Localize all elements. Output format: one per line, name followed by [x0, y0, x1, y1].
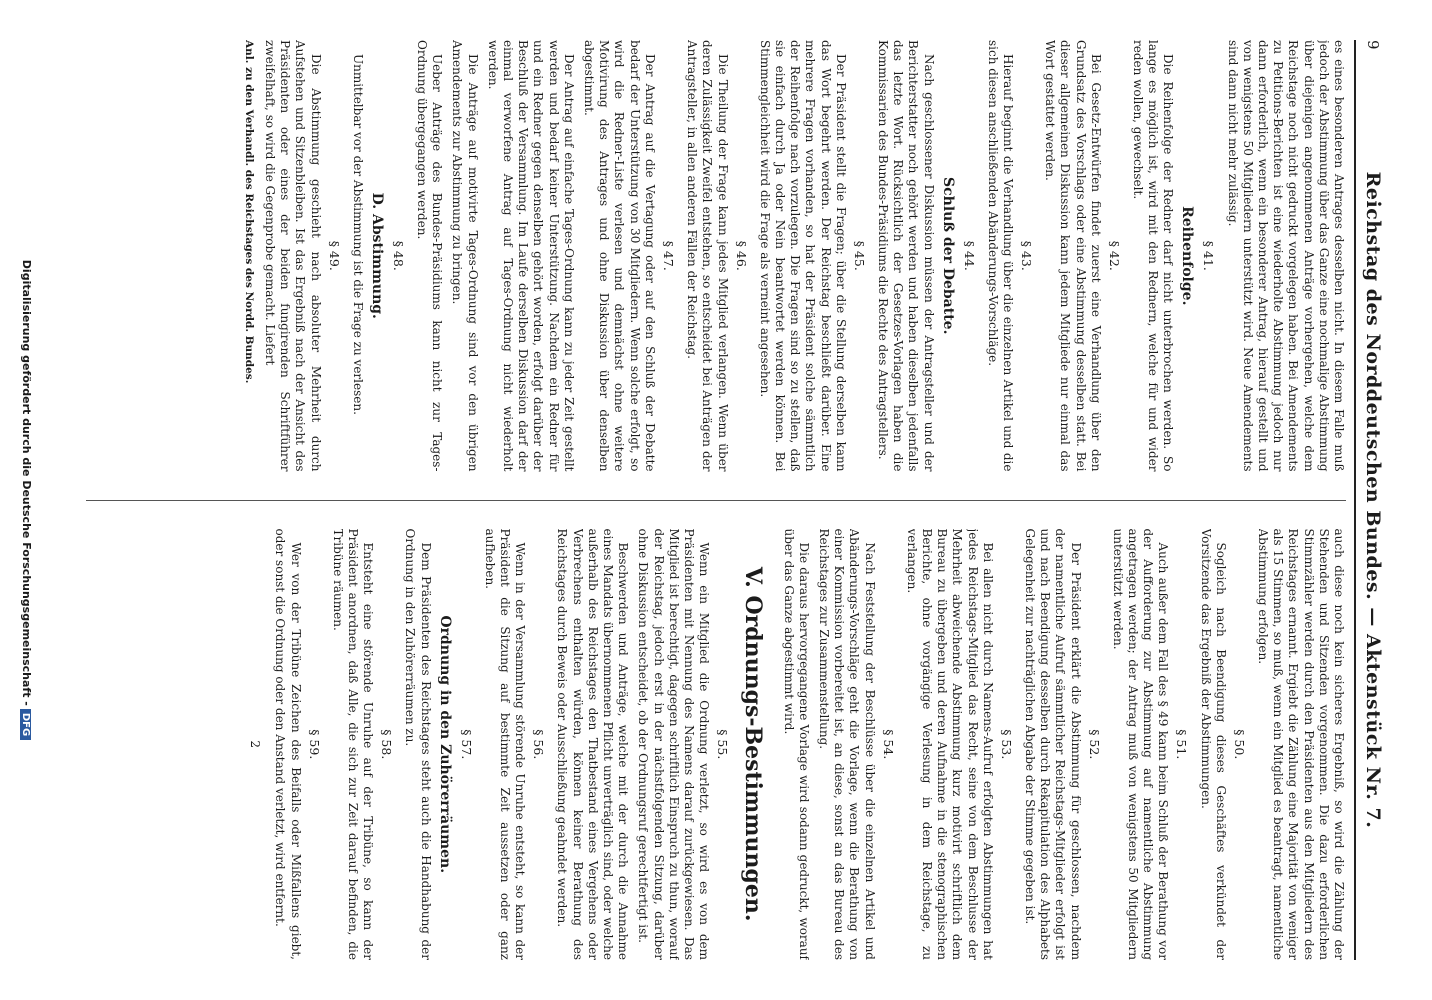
digitization-credit [20, 0, 33, 1000]
section-heading: Ordnung in den Zuhörerräumen. [436, 615, 453, 874]
paragraph: Der Präsident erklärt die Abstimmung für geschlossen, nachdem der namentliche Aufruf sämmtlicher Reichstags-Mitglieder erfolgt ist und nach Beendigung desselben durch Rekapitulation des Alphabets Gelegenheit zur nachträglichen Abgabe der Stimme gegeben ist. [1022, 528, 1083, 960]
section-number: § 53. [998, 729, 1014, 760]
section-number: § 46. [733, 240, 749, 271]
dfg-logo: DFG [20, 709, 31, 740]
paragraph: Die Anträge auf motivirte Tages-Ordnung sind vor den übrigen Amendements zur Abstimmung zu bringen. [450, 40, 480, 472]
section-number: § 42. [1106, 240, 1122, 271]
paragraph: Wenn in der Versammlung störende Unruhe entsteht, so kann der Präsident die Sitzung auf bestimmte Zeit aussetzen oder ganz aufheben. [482, 528, 528, 960]
paragraph: Auch außer dem Fall des § 49 kann beim Schluß der Berathung vor der Aufforderung zur Abstimmung auf namentliche Abstimmung angetragen werden; der Antrag muß von wenigstens 50 Mitgliedern unterstützt werden. [1110, 528, 1171, 960]
paragraph: Die Reihenfolge der Redner darf nicht unterbrochen werden. So lange es möglich ist, wird mit den Rednern, welche für und wider reden wollen, gewechselt. [1130, 40, 1176, 472]
paragraph: Bei allen nicht durch Namens-Aufruf erfolgten Abstimmungen hat jedes Reichstags-Mitglied das Recht, seine von dem Beschlusse der Mehrheit abweichende Abstimmung kurz motivirt schriftlich dem Bureau zu übergeben und deren Aufnahme in die stenographischen Berichte, ohne vorgängige Verlesung in dem Reichstage, zu verlangen. [904, 528, 995, 960]
paragraph: Der Antrag auf die Vertagung oder auf den Schluß der Debatte bedarf der Unterstützung von 30 Mitgliedern. Wenn solche erfolgt, so wird die Redner-Liste verlesen und demnächst ohne weitere Motivirung des Antrages und ohne Diskussion über denselben abgestimmt. [582, 40, 657, 472]
section-heading: D. Abstimmung. [368, 192, 385, 319]
section-number: § 43. [1018, 240, 1034, 271]
paragraph: Die Abstimmung geschieht nach absoluter Mehrheit durch Aufstehen und Sitzenbleiben. Ist das Ergebniß nach der Ansicht des Präsidenten oder eines der beiden fungirenden Schriftführer zweifelhaft, so wird die Gegenprobe gemacht. Liefert [263, 40, 323, 472]
paragraph: Dem Präsidenten des Reichstages steht auch die Handhabung der Ordnung in den Zuhörerräumen zu. [403, 528, 433, 960]
paragraph: Wenn ein Mitglied die Ordnung verletzt, so wird es von dem Präsidenten mit Nennung des Namens darauf zurückgewiesen. Das Mitglied ist berechtigt, dagegen schriftlich Einspruch zu thun, worauf der Reichstag, jedoch erst in der nächstfolgenden Sitzung, darüber ohne Diskussion entscheidet, ob der Ordnungsruf gerechtfertigt ist. [636, 528, 712, 960]
page-number: 9 [1364, 40, 1382, 50]
paragraph: auch diese noch kein sicheres Ergebniß, so wird die Zählung der Stehenden und Sitzenden vorgenommen. Die dazu erforderlichen Stimmzähler werden durch den Präsidenten aus den Mitgliedern des Reichstages ernannt. Ergiebt die Zählung eine Majorität von weniger als 15 Stimmen, so muß, wenn ein Mitglied es beantragt, namentliche Abstimmung erfolgen. [1255, 528, 1346, 960]
paragraph: Hierauf beginnt die Verhandlung über die einzelnen Artikel und die sich diesen anschließenden Abänderungs-Vorschläge. [985, 40, 1015, 472]
paragraph: Die Theilung der Frage kann jedes Mitglied verlangen. Wenn über deren Zulässigkeit Zweifel entstehen, so entscheidet bei Anträgen der Antragsteller, in allen anderen Fällen der Reichstag. [685, 40, 730, 472]
section-number: § 54. [880, 729, 896, 760]
section-number: § 56. [531, 729, 547, 760]
paragraph: Nach Feststellung der Beschlüsse über die einzelnen Artikel und Abänderungs-Vorschläge geht die Vorlage, wenn die Berathung von einer Kommission vorbereitet ist, an diese, sonst an das Bureau des Reichstages zur Zusammenstellung. [816, 528, 877, 960]
chapter-heading: V. Ordnungs-Bestimmungen. [740, 566, 767, 922]
text-columns [86, 40, 1346, 960]
section-heading: Schluß der Debatte. [939, 177, 956, 335]
section-number: § 45. [851, 240, 867, 271]
page-footnote: Anl. zu den Verhandl. des Reichstages des Nordd. Bundes. [242, 40, 255, 384]
paragraph: Die daraus hervorgegangene Vorlage wird sodann gedruckt, worauf über das Ganze abgestimmt wird. [781, 528, 811, 960]
paragraph: Der Antrag auf einfache Tages-Ordnung kann zu jeder Zeit gestellt werden und bedarf keiner Unterstützung. Nachdem ein Redner für und ein Redner gegen denselben gehört worden, erfolgt darüber der Beschluß der Versammlung. Im Laufe derselben Diskussion darf der einmal verworfene Antrag auf Tages-Ordnung nicht wiederholt werden. [485, 40, 576, 472]
page-header [1354, 40, 1390, 960]
section-number: § 58. [379, 729, 395, 760]
section-heading: Reihenfolge. [1179, 206, 1196, 306]
paragraph: es eines besonderen Antrages desselben nicht. In diesem Falle muß jedoch der Abstimmung über das Ganze eine nochmalige Abstimmung über diejenigen angenommenen Anträge vorhergehen, welche dem Reichstage noch nicht gedruckt vorgelegen haben. Bei Amendements zu Petitions-Berichten ist eine wiederholte Abstimmung jedoch nur dann erforderlich, wenn ein besonderer Antrag, hierauf gestellt und von wenigstens 50 Mitgliedern unterstützt wird. Neue Amendements sind dann nicht mehr zulässig. [1225, 40, 1346, 472]
paragraph: Beschwerden und Anträge, welche mit der durch die Annahme eines Mandats übernommenen Pflicht unverträglich sind, oder welche außerhalb des Reichstages den Thatbestand eines Vergehens oder Verbrechens enthalten würden, können keiner Berathung des Reichstages durch Beweis oder Ausschließung geahndet werden. [555, 528, 631, 960]
section-number: § 57. [458, 729, 474, 760]
running-title: Reichstag des Norddeutschen Bundes. — Aktenstück Nr. 7. [1362, 171, 1384, 829]
paragraph: Nach geschlossener Diskussion müssen der Antragsteller und der Berichterstatter noch gehört werden und haben dieselben jedenfalls das letzte Wort. Rücksichtlich der Gesetzes-Vorlagen haben die Kommissarien des Bundes-Präsidiums die Rechte des Antragstellers. [875, 40, 936, 472]
left-column [86, 40, 1346, 472]
section-number: § 49. [326, 240, 342, 271]
paragraph: Unmittelbar vor der Abstimmung ist die Frage zu verlesen. [350, 54, 365, 415]
section-number: § 41. [1201, 240, 1217, 271]
paragraph: Wer von der Tribüne Zeichen des Beifalls oder Mißfallens giebt, oder sonst die Ordnung oder den Anstand verletzt, wird entfernt. [273, 528, 303, 960]
right-column [86, 529, 1346, 961]
credit-text: Digitalisierung gefördert durch die Deutsche Forschungsgemeinschaft - [20, 259, 33, 706]
section-number: § 51. [1174, 729, 1190, 760]
column-divider [86, 500, 1346, 501]
paragraph: Sogleich nach Beendigung dieses Geschäftes verkündet der Vorsitzende das Ergebniß der Abstimmungen. [1198, 528, 1228, 960]
section-number: § 50. [1231, 729, 1247, 760]
section-number: § 55. [715, 729, 731, 760]
paragraph: Bei Gesetz-Entwürfen findet zuerst eine Verhandlung über den Grundsatz des Vorschlags oder eine Abstimmung desselben statt. Bei dieser allgemeinen Diskussion kann jedem Mitgliede nur einmal das Wort gestattet werden. [1043, 40, 1103, 472]
section-number: § 44. [961, 240, 977, 271]
section-number: § 48. [390, 240, 406, 271]
paragraph: Der Präsident stellt die Fragen; über die Stellung derselben kann das Wort begehrt werden. Der Reichstag beschließt darüber. Eine mehrere Fragen vorhanden, so hat der Präsident solche sämmtlich der Reihenfolge nach vorzulegen. Die Fragen sind so zu stellen, daß sie einfach durch Ja oder Nein beantwortet werden können. Bei Stimmengleichheit wird die Frage als verneint angesehen. [757, 40, 848, 472]
paragraph: Entsteht eine störende Unruhe auf der Tribüne, so kann der Präsident anordnen, daß Alle, die sich zur Zeit darauf befinden, die Tribüne räumen. [330, 528, 376, 960]
section-number: § 52. [1086, 729, 1102, 760]
sheet-signature: 2 [248, 740, 263, 749]
section-number: § 59. [306, 729, 322, 760]
section-number: § 47. [660, 240, 676, 271]
paragraph: Ueber Anträge des Bundes-Präsidiums kann nicht zur Tages-Ordnung übergegangen werden. [415, 40, 445, 472]
